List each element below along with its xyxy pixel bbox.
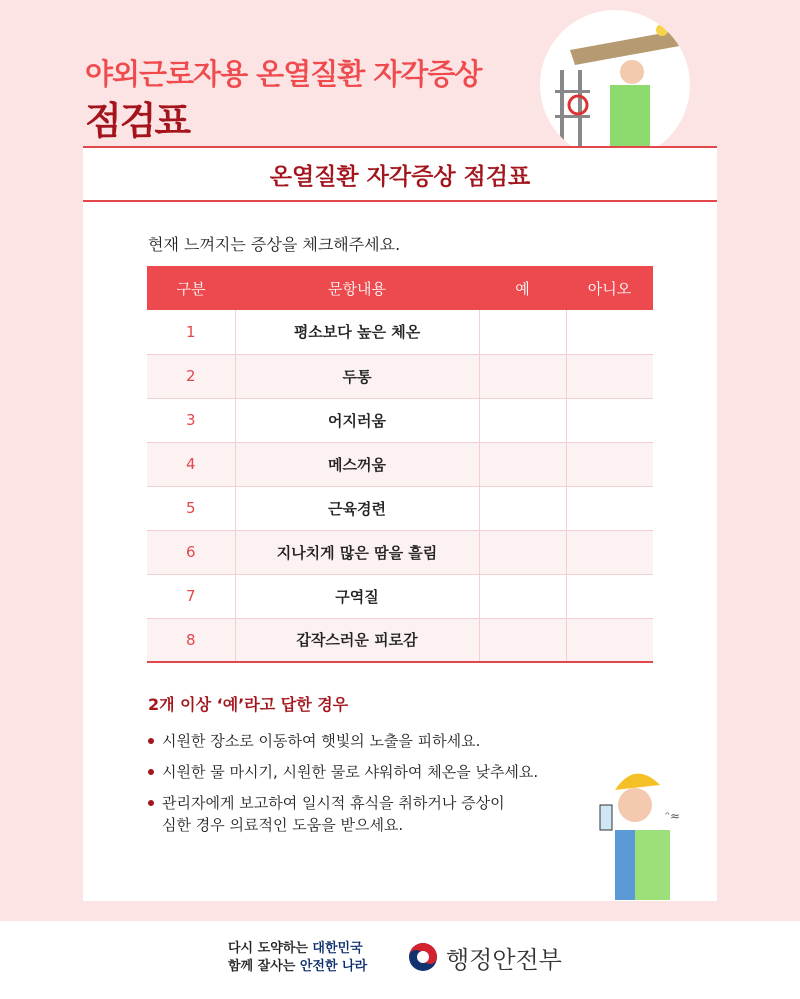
svg-text:ᵔ≈: ᵔ≈ [665,809,681,823]
worker-drinking-water-illustration [580,760,690,900]
footer [0,921,800,999]
slogan-text: 함께 잘사는 [228,959,300,974]
header-no-answer: 아니오 [566,266,653,310]
page-title-line1: 야외근로자용 온열질환 자각증상 [85,57,482,91]
table-row [147,574,653,618]
symptom-text: 어지러움 [235,398,479,442]
yes-checkbox-cell[interactable] [479,530,566,574]
no-checkbox-cell[interactable] [566,354,653,398]
header-yes: 예 [479,266,566,310]
row-number: 3 [147,398,235,442]
header-no: 구분 [147,266,235,310]
row-number: 6 [147,530,235,574]
condition-heading: 2개 이상 ‘예’라고 답한 경우 [148,695,349,714]
slogan-text: 다시 도약하는 [228,941,313,956]
intro-text: 현재 느껴지는 증상을 체크해주세요. [148,235,401,254]
row-number: 4 [147,442,235,486]
table-row [147,442,653,486]
table-row [147,310,653,354]
divider [83,146,717,148]
yes-checkbox-cell[interactable] [479,398,566,442]
taegeuk-logo-icon [408,942,438,972]
row-number: 5 [147,486,235,530]
slogan-highlight: 안전한 나라 [299,959,368,974]
yes-checkbox-cell[interactable] [479,574,566,618]
no-checkbox-cell[interactable] [566,398,653,442]
ministry-name: 행정안전부 [446,946,562,974]
yes-checkbox-cell[interactable] [479,486,566,530]
advice-item: 시원한 물 마시기, 시원한 물로 샤워하여 체온을 낮추세요. [148,761,538,783]
yes-checkbox-cell[interactable] [479,442,566,486]
symptom-text: 갑작스러운 피로감 [235,618,479,662]
no-checkbox-cell[interactable] [566,574,653,618]
yes-checkbox-cell[interactable] [479,618,566,662]
table-row [147,398,653,442]
slogan-highlight: 대한민국 [312,941,363,956]
table-row [147,618,653,662]
symptom-text: 근육경련 [235,486,479,530]
symptom-text: 지나치게 많은 땀을 흘림 [235,530,479,574]
advice-item: 시원한 장소로 이동하여 햇빛의 노출을 피하세요. [148,730,538,752]
page-title-line2: 점검표 [85,99,190,143]
row-number: 1 [147,310,235,354]
divider [83,200,717,202]
symptom-text: 평소보다 높은 체온 [235,310,479,354]
header-item: 문항내용 [235,266,479,310]
table-row [147,354,653,398]
symptom-table [147,266,653,663]
symptom-text: 메스꺼움 [235,442,479,486]
symptom-text: 두통 [235,354,479,398]
checklist-title: 온열질환 자각증상 점검표 [269,164,531,190]
table-row [147,486,653,530]
no-checkbox-cell[interactable] [566,618,653,662]
no-checkbox-cell[interactable] [566,530,653,574]
row-number: 2 [147,354,235,398]
symptom-text: 구역질 [235,574,479,618]
yes-checkbox-cell[interactable] [479,354,566,398]
slogan [228,940,367,976]
no-checkbox-cell[interactable] [566,442,653,486]
worker-carrying-beam-illustration [540,10,690,160]
no-checkbox-cell[interactable] [566,486,653,530]
row-number: 8 [147,618,235,662]
yes-checkbox-cell[interactable] [479,310,566,354]
advice-list [148,730,538,845]
advice-item: 관리자에게 보고하여 일시적 휴식을 취하거나 증상이 심한 경우 의료적인 도움을 받으세요. [148,792,518,836]
row-number: 7 [147,574,235,618]
no-checkbox-cell[interactable] [566,310,653,354]
table-row [147,530,653,574]
